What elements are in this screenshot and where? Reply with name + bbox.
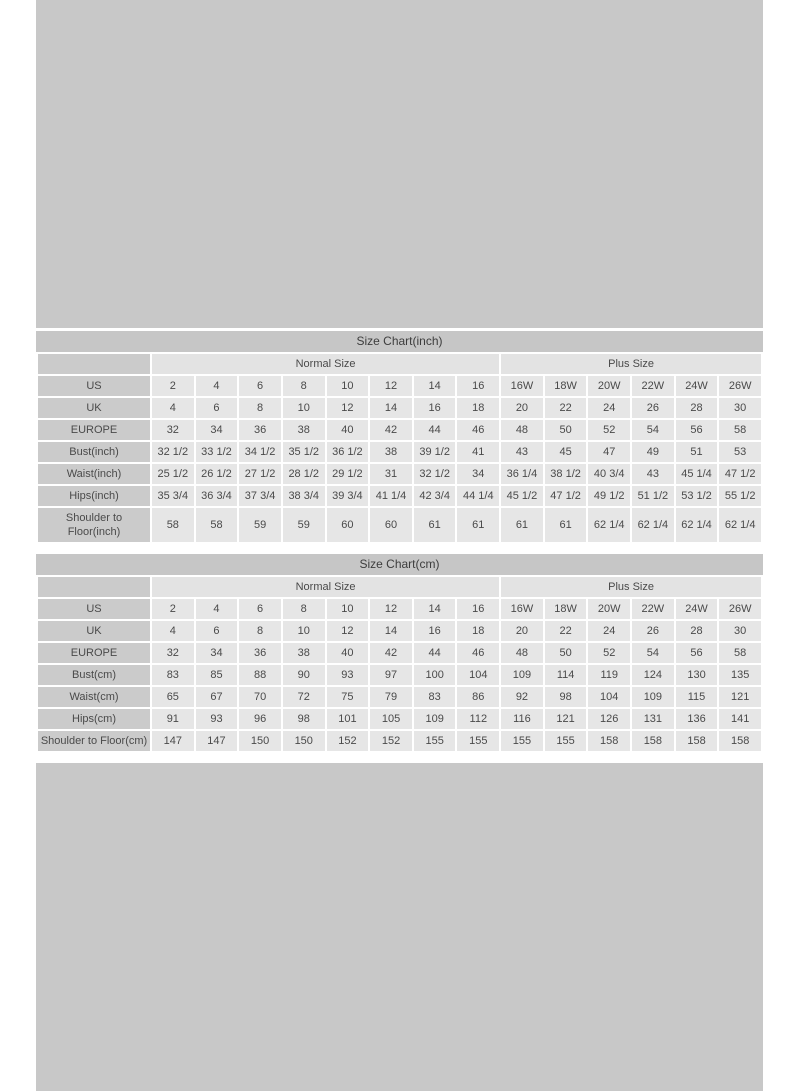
row-label-cell: Hips(inch) xyxy=(38,486,150,506)
size-table-cm xyxy=(36,554,763,753)
size-value-cell: 50 xyxy=(545,420,587,440)
size-value-cell: 58 xyxy=(152,508,194,542)
size-value-cell: 36 xyxy=(239,643,281,663)
size-table xyxy=(36,575,763,753)
size-value-cell: 83 xyxy=(152,665,194,685)
size-value-cell: 20W xyxy=(588,599,630,619)
size-value-cell: 30 xyxy=(719,398,761,418)
size-value-cell: 12 xyxy=(327,621,369,641)
table-row xyxy=(38,464,761,484)
table-row xyxy=(38,486,761,506)
size-value-cell: 53 1/2 xyxy=(676,486,718,506)
size-value-cell: 16 xyxy=(414,621,456,641)
size-value-cell: 62 1/4 xyxy=(719,508,761,542)
size-value-cell: 49 xyxy=(632,442,674,462)
size-value-cell: 41 xyxy=(457,442,499,462)
size-value-cell: 26 xyxy=(632,398,674,418)
size-value-cell: 4 xyxy=(196,599,238,619)
size-value-cell: 155 xyxy=(457,731,499,751)
size-value-cell: 8 xyxy=(283,376,325,396)
size-value-cell: 152 xyxy=(327,731,369,751)
size-value-cell: 119 xyxy=(588,665,630,685)
table-row xyxy=(38,665,761,685)
size-value-cell: 32 xyxy=(152,420,194,440)
size-value-cell: 131 xyxy=(632,709,674,729)
size-value-cell: 45 1/4 xyxy=(676,464,718,484)
size-value-cell: 16 xyxy=(457,376,499,396)
size-value-cell: 75 xyxy=(327,687,369,707)
size-value-cell: 59 xyxy=(239,508,281,542)
size-value-cell: 60 xyxy=(327,508,369,542)
size-value-cell: 24W xyxy=(676,376,718,396)
size-value-cell: 46 xyxy=(457,420,499,440)
size-value-cell: 104 xyxy=(457,665,499,685)
size-value-cell: 2 xyxy=(152,599,194,619)
blank-corner-cell xyxy=(38,577,150,597)
row-label-cell: EUROPE xyxy=(38,643,150,663)
size-value-cell: 105 xyxy=(370,709,412,729)
column-group-row xyxy=(38,354,761,374)
size-value-cell: 20 xyxy=(501,621,543,641)
size-value-cell: 30 xyxy=(719,621,761,641)
size-value-cell: 25 1/2 xyxy=(152,464,194,484)
size-value-cell: 14 xyxy=(414,599,456,619)
size-value-cell: 109 xyxy=(632,687,674,707)
size-value-cell: 136 xyxy=(676,709,718,729)
size-value-cell: 38 3/4 xyxy=(283,486,325,506)
size-value-cell: 38 xyxy=(370,442,412,462)
size-value-cell: 43 xyxy=(501,442,543,462)
size-value-cell: 124 xyxy=(632,665,674,685)
table-row xyxy=(38,687,761,707)
size-value-cell: 58 xyxy=(719,643,761,663)
size-value-cell: 109 xyxy=(501,665,543,685)
size-value-cell: 48 xyxy=(501,643,543,663)
size-value-cell: 158 xyxy=(719,731,761,751)
size-value-cell: 38 1/2 xyxy=(545,464,587,484)
size-value-cell: 4 xyxy=(152,621,194,641)
size-value-cell: 39 3/4 xyxy=(327,486,369,506)
size-value-cell: 54 xyxy=(632,420,674,440)
size-value-cell: 96 xyxy=(239,709,281,729)
size-value-cell: 29 1/2 xyxy=(327,464,369,484)
size-value-cell: 56 xyxy=(676,420,718,440)
size-value-cell: 24 xyxy=(588,621,630,641)
size-value-cell: 34 xyxy=(196,643,238,663)
size-value-cell: 42 xyxy=(370,420,412,440)
size-value-cell: 16 xyxy=(457,599,499,619)
size-value-cell: 100 xyxy=(414,665,456,685)
size-value-cell: 48 xyxy=(501,420,543,440)
size-value-cell: 28 1/2 xyxy=(283,464,325,484)
size-value-cell: 22W xyxy=(632,376,674,396)
size-value-cell: 18W xyxy=(545,599,587,619)
size-value-cell: 8 xyxy=(239,398,281,418)
size-value-cell: 44 xyxy=(414,420,456,440)
size-value-cell: 37 3/4 xyxy=(239,486,281,506)
size-table xyxy=(36,352,763,544)
size-value-cell: 104 xyxy=(588,687,630,707)
size-value-cell: 36 3/4 xyxy=(196,486,238,506)
size-value-cell: 44 xyxy=(414,643,456,663)
table-row xyxy=(38,731,761,751)
size-value-cell: 130 xyxy=(676,665,718,685)
size-value-cell: 65 xyxy=(152,687,194,707)
size-value-cell: 55 1/2 xyxy=(719,486,761,506)
size-value-cell: 38 xyxy=(283,420,325,440)
row-label-cell: US xyxy=(38,599,150,619)
size-value-cell: 4 xyxy=(196,376,238,396)
size-value-cell: 42 xyxy=(370,643,412,663)
size-value-cell: 12 xyxy=(370,599,412,619)
size-value-cell: 28 xyxy=(676,398,718,418)
table-row xyxy=(38,709,761,729)
size-value-cell: 62 1/4 xyxy=(676,508,718,542)
size-value-cell: 52 xyxy=(588,420,630,440)
row-label-cell: Hips(cm) xyxy=(38,709,150,729)
size-value-cell: 114 xyxy=(545,665,587,685)
table-row xyxy=(38,376,761,396)
size-value-cell: 26 1/2 xyxy=(196,464,238,484)
size-value-cell: 56 xyxy=(676,643,718,663)
row-label-cell: UK xyxy=(38,398,150,418)
size-value-cell: 152 xyxy=(370,731,412,751)
size-value-cell: 20 xyxy=(501,398,543,418)
size-value-cell: 18 xyxy=(457,398,499,418)
size-value-cell: 6 xyxy=(196,398,238,418)
size-value-cell: 6 xyxy=(239,376,281,396)
size-value-cell: 112 xyxy=(457,709,499,729)
table-title-inch: Size Chart(inch) xyxy=(36,331,763,352)
size-table-inch xyxy=(36,331,763,544)
size-value-cell: 98 xyxy=(283,709,325,729)
size-value-cell: 126 xyxy=(588,709,630,729)
size-value-cell: 16 xyxy=(414,398,456,418)
size-value-cell: 10 xyxy=(327,376,369,396)
row-label-cell: Waist(cm) xyxy=(38,687,150,707)
size-value-cell: 61 xyxy=(457,508,499,542)
size-value-cell: 39 1/2 xyxy=(414,442,456,462)
size-value-cell: 62 1/4 xyxy=(632,508,674,542)
row-label-cell: Bust(cm) xyxy=(38,665,150,685)
table-row xyxy=(38,621,761,641)
table-row xyxy=(38,420,761,440)
size-value-cell: 97 xyxy=(370,665,412,685)
size-value-cell: 58 xyxy=(719,420,761,440)
size-value-cell: 26 xyxy=(632,621,674,641)
size-value-cell: 155 xyxy=(414,731,456,751)
size-value-cell: 22 xyxy=(545,398,587,418)
size-value-cell: 31 xyxy=(370,464,412,484)
size-value-cell: 32 xyxy=(152,643,194,663)
size-value-cell: 141 xyxy=(719,709,761,729)
size-value-cell: 47 1/2 xyxy=(545,486,587,506)
size-value-cell: 4 xyxy=(152,398,194,418)
row-label-cell: Shoulder to Floor(cm) xyxy=(38,731,150,751)
size-value-cell: 155 xyxy=(545,731,587,751)
size-value-cell: 70 xyxy=(239,687,281,707)
size-value-cell: 34 1/2 xyxy=(239,442,281,462)
size-value-cell: 18 xyxy=(457,621,499,641)
size-value-cell: 14 xyxy=(370,398,412,418)
size-value-cell: 46 xyxy=(457,643,499,663)
size-value-cell: 61 xyxy=(501,508,543,542)
size-value-cell: 26W xyxy=(719,599,761,619)
row-label-cell: US xyxy=(38,376,150,396)
size-value-cell: 27 1/2 xyxy=(239,464,281,484)
row-label-cell: Waist(inch) xyxy=(38,464,150,484)
size-value-cell: 34 xyxy=(457,464,499,484)
size-value-cell: 10 xyxy=(283,398,325,418)
column-group-header: Normal Size xyxy=(152,354,499,374)
size-value-cell: 79 xyxy=(370,687,412,707)
size-value-cell: 36 xyxy=(239,420,281,440)
size-value-cell: 42 3/4 xyxy=(414,486,456,506)
size-value-cell: 24 xyxy=(588,398,630,418)
size-value-cell: 49 1/2 xyxy=(588,486,630,506)
size-value-cell: 150 xyxy=(239,731,281,751)
size-value-cell: 28 xyxy=(676,621,718,641)
size-value-cell: 6 xyxy=(196,621,238,641)
size-value-cell: 121 xyxy=(545,709,587,729)
size-value-cell: 32 1/2 xyxy=(414,464,456,484)
size-value-cell: 34 xyxy=(196,420,238,440)
size-value-cell: 61 xyxy=(414,508,456,542)
size-value-cell: 67 xyxy=(196,687,238,707)
size-value-cell: 2 xyxy=(152,376,194,396)
size-value-cell: 101 xyxy=(327,709,369,729)
blank-corner-cell xyxy=(38,354,150,374)
column-group-header: Normal Size xyxy=(152,577,499,597)
size-value-cell: 150 xyxy=(283,731,325,751)
table-row xyxy=(38,508,761,542)
size-value-cell: 92 xyxy=(501,687,543,707)
size-value-cell: 47 xyxy=(588,442,630,462)
table-row xyxy=(38,398,761,418)
size-value-cell: 12 xyxy=(370,376,412,396)
size-value-cell: 33 1/2 xyxy=(196,442,238,462)
size-value-cell: 40 xyxy=(327,420,369,440)
row-label-cell: Bust(inch) xyxy=(38,442,150,462)
size-value-cell: 47 1/2 xyxy=(719,464,761,484)
size-value-cell: 41 1/4 xyxy=(370,486,412,506)
size-value-cell: 59 xyxy=(283,508,325,542)
size-value-cell: 93 xyxy=(327,665,369,685)
size-value-cell: 50 xyxy=(545,643,587,663)
table-row xyxy=(38,442,761,462)
size-value-cell: 10 xyxy=(283,621,325,641)
size-value-cell: 155 xyxy=(501,731,543,751)
size-value-cell: 93 xyxy=(196,709,238,729)
size-value-cell: 36 1/2 xyxy=(327,442,369,462)
size-value-cell: 10 xyxy=(327,599,369,619)
size-value-cell: 24W xyxy=(676,599,718,619)
size-chart-tables xyxy=(36,328,763,763)
column-group-row xyxy=(38,577,761,597)
size-value-cell: 115 xyxy=(676,687,718,707)
row-label-cell: EUROPE xyxy=(38,420,150,440)
size-value-cell: 20W xyxy=(588,376,630,396)
size-value-cell: 158 xyxy=(676,731,718,751)
size-value-cell: 85 xyxy=(196,665,238,685)
size-value-cell: 72 xyxy=(283,687,325,707)
size-value-cell: 8 xyxy=(283,599,325,619)
size-value-cell: 18W xyxy=(545,376,587,396)
size-value-cell: 51 1/2 xyxy=(632,486,674,506)
size-value-cell: 109 xyxy=(414,709,456,729)
size-value-cell: 8 xyxy=(239,621,281,641)
size-chart-image xyxy=(36,0,763,1091)
size-value-cell: 26W xyxy=(719,376,761,396)
size-value-cell: 51 xyxy=(676,442,718,462)
column-group-header: Plus Size xyxy=(501,577,761,597)
size-value-cell: 35 1/2 xyxy=(283,442,325,462)
size-value-cell: 32 1/2 xyxy=(152,442,194,462)
size-value-cell: 62 1/4 xyxy=(588,508,630,542)
size-value-cell: 14 xyxy=(370,621,412,641)
size-value-cell: 98 xyxy=(545,687,587,707)
size-value-cell: 12 xyxy=(327,398,369,418)
size-value-cell: 116 xyxy=(501,709,543,729)
row-label-cell: Shoulder to Floor(inch) xyxy=(38,508,150,542)
size-value-cell: 16W xyxy=(501,599,543,619)
size-value-cell: 121 xyxy=(719,687,761,707)
size-value-cell: 91 xyxy=(152,709,194,729)
size-value-cell: 53 xyxy=(719,442,761,462)
size-value-cell: 6 xyxy=(239,599,281,619)
size-value-cell: 135 xyxy=(719,665,761,685)
size-value-cell: 40 3/4 xyxy=(588,464,630,484)
size-value-cell: 158 xyxy=(588,731,630,751)
size-value-cell: 88 xyxy=(239,665,281,685)
size-value-cell: 44 1/4 xyxy=(457,486,499,506)
size-value-cell: 158 xyxy=(632,731,674,751)
size-value-cell: 40 xyxy=(327,643,369,663)
size-value-cell: 22W xyxy=(632,599,674,619)
size-value-cell: 16W xyxy=(501,376,543,396)
size-value-cell: 35 3/4 xyxy=(152,486,194,506)
table-row xyxy=(38,643,761,663)
size-value-cell: 60 xyxy=(370,508,412,542)
size-value-cell: 38 xyxy=(283,643,325,663)
table-row xyxy=(38,599,761,619)
size-value-cell: 43 xyxy=(632,464,674,484)
size-value-cell: 22 xyxy=(545,621,587,641)
table-title-cm: Size Chart(cm) xyxy=(36,554,763,575)
size-value-cell: 61 xyxy=(545,508,587,542)
size-value-cell: 14 xyxy=(414,376,456,396)
size-value-cell: 54 xyxy=(632,643,674,663)
size-value-cell: 147 xyxy=(152,731,194,751)
size-value-cell: 36 1/4 xyxy=(501,464,543,484)
column-group-header: Plus Size xyxy=(501,354,761,374)
size-value-cell: 86 xyxy=(457,687,499,707)
size-value-cell: 90 xyxy=(283,665,325,685)
row-label-cell: UK xyxy=(38,621,150,641)
size-value-cell: 52 xyxy=(588,643,630,663)
size-value-cell: 83 xyxy=(414,687,456,707)
size-value-cell: 45 1/2 xyxy=(501,486,543,506)
size-value-cell: 58 xyxy=(196,508,238,542)
size-value-cell: 45 xyxy=(545,442,587,462)
size-value-cell: 147 xyxy=(196,731,238,751)
